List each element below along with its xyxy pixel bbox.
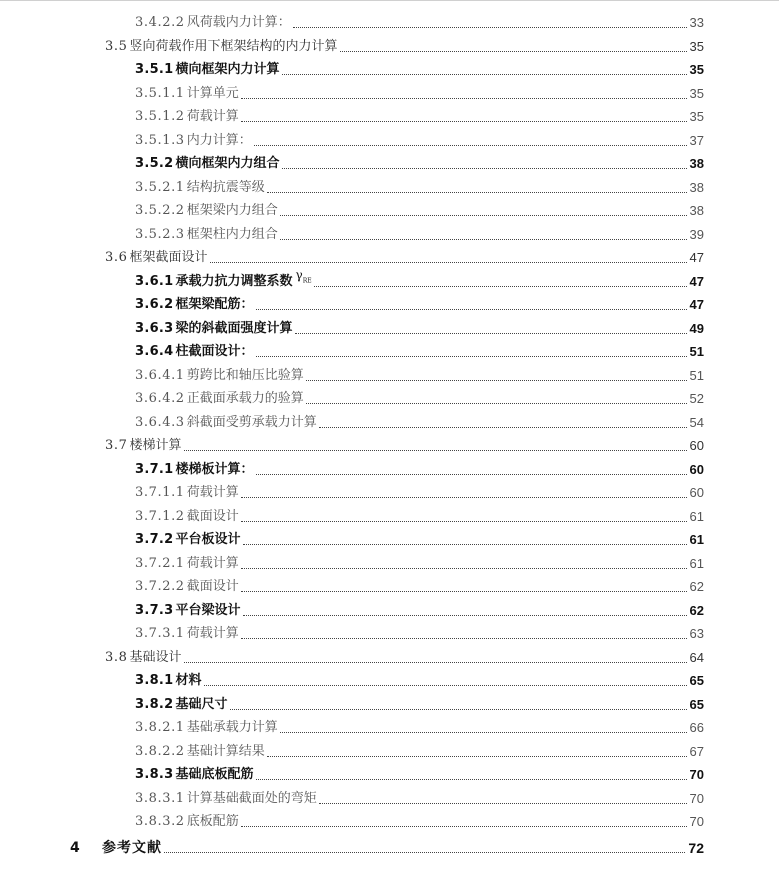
toc-subsection[interactable] bbox=[135, 458, 704, 478]
toc-entry-number: 3.8.3 bbox=[135, 767, 174, 782]
toc-entry-number: 3.6.1 bbox=[135, 273, 174, 289]
toc-entry-number: 3.7 bbox=[105, 438, 128, 453]
toc-subsection[interactable] bbox=[135, 58, 704, 78]
toc-entry-page-number: 35 bbox=[689, 85, 704, 101]
toc-entry-title: 材料 bbox=[175, 673, 202, 688]
toc-entry-title: 基础设计 bbox=[129, 649, 182, 665]
toc-subsection[interactable] bbox=[135, 317, 704, 337]
toc-entry-title: 荷载计算 bbox=[186, 485, 239, 500]
toc-entry-page-number: 39 bbox=[689, 226, 704, 242]
toc-entry-number: 3.7.2 bbox=[135, 532, 174, 547]
dot-leader bbox=[306, 379, 687, 381]
toc-entry-number: 3.5.2.3 bbox=[135, 226, 185, 242]
toc-subsubsection[interactable] bbox=[135, 787, 704, 807]
toc-entry-page-number: 33 bbox=[689, 15, 704, 30]
toc-entry-page-number: 47 bbox=[689, 273, 704, 289]
toc-entry-number: 3.6.4.2 bbox=[135, 391, 185, 406]
toc-entry-page-number: 60 bbox=[689, 461, 704, 477]
toc-entry-page-number: 65 bbox=[689, 696, 704, 712]
toc-subsubsection[interactable] bbox=[135, 223, 704, 243]
dot-leader bbox=[306, 402, 687, 404]
dot-leader bbox=[241, 520, 687, 522]
toc-entry-page-number: 37 bbox=[689, 132, 704, 148]
dot-leader bbox=[243, 614, 687, 616]
toc-entry-title: 斜截面受剪承载力计算 bbox=[186, 414, 317, 430]
dot-leader bbox=[230, 708, 687, 710]
toc-entry-page-number: 49 bbox=[689, 320, 704, 336]
toc-subsubsection[interactable] bbox=[135, 740, 704, 760]
toc-entry-page-number: 35 bbox=[689, 38, 704, 54]
toc-entry-page-number: 35 bbox=[689, 62, 704, 77]
page-top-border bbox=[0, 0, 779, 1]
toc-entry-number: 3.5.2.2 bbox=[135, 203, 185, 218]
toc-entry-page-number: 61 bbox=[689, 555, 704, 571]
toc-entry-number: 3.6.2 bbox=[135, 297, 174, 312]
toc-entry-page-number: 38 bbox=[689, 156, 704, 171]
toc-entry-page-number: 67 bbox=[689, 743, 704, 759]
toc-subsubsection[interactable] bbox=[135, 105, 704, 125]
toc-entry-page-number: 51 bbox=[689, 344, 704, 359]
dot-leader bbox=[256, 355, 687, 357]
dot-leader bbox=[241, 97, 687, 99]
dot-leader bbox=[241, 825, 687, 827]
toc-entry-title: 横向框架内力计算 bbox=[175, 62, 280, 77]
toc-entry-page-number: 63 bbox=[689, 626, 704, 641]
toc-subsubsection[interactable] bbox=[135, 11, 704, 31]
dot-leader bbox=[282, 167, 687, 169]
dot-leader bbox=[293, 26, 687, 28]
toc-subsection[interactable] bbox=[135, 693, 704, 713]
dot-leader bbox=[282, 73, 687, 75]
toc-subsection[interactable] bbox=[135, 599, 704, 619]
toc-entry-number: 3.8.2.1 bbox=[135, 720, 185, 735]
toc-subsubsection[interactable] bbox=[135, 364, 704, 384]
toc-chapter[interactable] bbox=[70, 836, 704, 856]
toc-entry-title: 荷载计算 bbox=[186, 626, 239, 641]
toc-entry-number: 3.8 bbox=[105, 649, 128, 665]
dot-leader bbox=[164, 851, 685, 853]
toc-entry-page-number: 61 bbox=[689, 508, 704, 524]
toc-entry-title: 柱截面设计： bbox=[175, 344, 254, 359]
toc-entry-number: 3.7.1 bbox=[135, 461, 174, 477]
gamma-symbol: γ bbox=[295, 268, 303, 283]
toc-entry-number: 3.5.1.2 bbox=[135, 109, 185, 124]
toc-entry-page-number: 54 bbox=[689, 414, 704, 430]
toc-entry-number: 3.5.2 bbox=[135, 156, 174, 171]
toc-entry-page-number: 60 bbox=[689, 438, 704, 453]
toc-entry-page-number: 70 bbox=[689, 790, 704, 806]
dot-leader bbox=[280, 214, 687, 216]
dot-leader bbox=[280, 731, 687, 733]
dot-leader bbox=[267, 191, 687, 193]
toc-entry-number: 3.6.4 bbox=[135, 344, 174, 359]
toc-entry-page-number: 38 bbox=[689, 203, 704, 218]
toc-entry-number: 3.7.2.2 bbox=[135, 579, 185, 594]
toc-entry-title: 荷载计算 bbox=[186, 555, 239, 571]
toc-subsection[interactable] bbox=[135, 340, 704, 360]
toc-entry-title: 底板配筋 bbox=[186, 814, 239, 829]
toc-subsection[interactable] bbox=[135, 152, 704, 172]
toc-subsubsection[interactable] bbox=[135, 575, 704, 595]
toc-entry-title: 剪跨比和轴压比验算 bbox=[186, 367, 304, 383]
toc-entry-number: 3.6.4.1 bbox=[135, 367, 185, 383]
toc-entry-title: 基础计算结果 bbox=[186, 743, 265, 759]
dot-leader bbox=[314, 285, 687, 287]
toc-section[interactable] bbox=[105, 434, 704, 454]
dot-leader bbox=[210, 261, 687, 263]
toc-subsection[interactable] bbox=[135, 270, 704, 290]
dot-leader bbox=[254, 144, 687, 146]
toc-entry-title: 楼梯计算 bbox=[129, 438, 182, 453]
toc-entry-title: 结构抗震等级 bbox=[186, 179, 265, 195]
toc-subsection[interactable] bbox=[135, 528, 704, 548]
toc-section[interactable] bbox=[105, 646, 704, 666]
toc-entry-page-number: 38 bbox=[689, 179, 704, 195]
toc-entry-title: 截面设计 bbox=[186, 579, 239, 594]
toc-entry-page-number: 47 bbox=[689, 250, 704, 265]
toc-entry-page-number: 35 bbox=[689, 109, 704, 124]
toc-entry-page-number: 70 bbox=[689, 767, 704, 782]
toc-entry-number: 3.6.3 bbox=[135, 320, 174, 336]
toc-entry-number: 3.8.2 bbox=[135, 696, 174, 712]
toc-entry-number: 3.6.4.3 bbox=[135, 414, 185, 430]
toc-entry-title: 基础承载力计算 bbox=[186, 720, 278, 735]
dot-leader bbox=[256, 778, 687, 780]
toc-subsubsection[interactable] bbox=[135, 199, 704, 219]
toc-entry-number: 3.4.2.2 bbox=[135, 15, 185, 30]
toc-section[interactable] bbox=[105, 35, 704, 55]
toc-entry-page-number: 72 bbox=[688, 839, 704, 856]
toc-entry-title: 平台梁设计 bbox=[175, 602, 241, 618]
gamma-re-symbol bbox=[296, 267, 312, 289]
toc-entry-number: 3.5 bbox=[105, 38, 128, 54]
toc-subsubsection[interactable] bbox=[135, 411, 704, 431]
toc-entry-page-number: 60 bbox=[689, 485, 704, 500]
toc-subsubsection[interactable] bbox=[135, 387, 704, 407]
dot-leader bbox=[241, 120, 687, 122]
dot-leader bbox=[319, 802, 687, 804]
toc-subsubsection[interactable] bbox=[135, 481, 704, 501]
dot-leader bbox=[241, 567, 687, 569]
toc-entry-number: 3.8.2.2 bbox=[135, 743, 185, 759]
toc-entry-page-number: 62 bbox=[689, 602, 704, 618]
dot-leader bbox=[204, 684, 687, 686]
toc-entry-title: 平台板设计 bbox=[175, 532, 241, 547]
toc-entry-title: 框架梁内力组合 bbox=[186, 203, 278, 218]
toc-entry-page-number: 62 bbox=[689, 579, 704, 594]
toc-entry-page-number: 65 bbox=[689, 673, 704, 688]
toc-subsection[interactable] bbox=[135, 293, 704, 313]
toc-entry-title: 计算单元 bbox=[186, 85, 239, 101]
gamma-subscript: RE bbox=[302, 277, 312, 285]
toc-entry-number: 4 bbox=[70, 839, 81, 856]
toc-entry-title: 正截面承载力的验算 bbox=[186, 391, 304, 406]
toc-entry-number: 3.7.1.2 bbox=[135, 508, 185, 524]
toc-entry-number: 3.7.2.1 bbox=[135, 555, 185, 571]
toc-entry-page-number: 70 bbox=[689, 814, 704, 829]
toc-subsection[interactable] bbox=[135, 669, 704, 689]
toc-entry-number: 3.7.1.1 bbox=[135, 485, 185, 500]
toc-entry-title: 梁的斜截面强度计算 bbox=[175, 320, 293, 336]
dot-leader bbox=[256, 473, 687, 475]
toc-entry-title: 承载力抗力调整系数 bbox=[175, 273, 293, 289]
toc-entry-number: 3.8.3.2 bbox=[135, 814, 185, 829]
dot-leader bbox=[184, 449, 687, 451]
dot-leader bbox=[295, 332, 687, 334]
toc-entry-page-number: 64 bbox=[689, 649, 704, 665]
toc-entry-number: 3.8.1 bbox=[135, 673, 174, 688]
toc-entry-title: 参考文献 bbox=[102, 839, 162, 856]
toc-subsubsection[interactable] bbox=[135, 552, 704, 572]
toc-entry-title: 楼梯板计算： bbox=[175, 461, 254, 477]
toc-subsection[interactable] bbox=[135, 763, 704, 783]
toc-entry-title: 框架柱内力组合 bbox=[186, 226, 278, 242]
dot-leader bbox=[280, 238, 687, 240]
toc-entry-title: 框架截面设计 bbox=[129, 250, 208, 265]
toc-subsubsection[interactable] bbox=[135, 176, 704, 196]
toc-entry-title: 竖向荷载作用下框架结构的内力计算 bbox=[129, 38, 338, 54]
toc-entry-title: 截面设计 bbox=[186, 508, 239, 524]
toc-subsubsection[interactable] bbox=[135, 129, 704, 149]
toc-entry-page-number: 51 bbox=[689, 367, 704, 383]
toc-subsubsection[interactable] bbox=[135, 810, 704, 830]
toc-entry-number: 3.7.3 bbox=[135, 602, 174, 618]
toc-entry-number: 3.8.3.1 bbox=[135, 790, 185, 806]
toc-subsubsection[interactable] bbox=[135, 505, 704, 525]
toc-entry-page-number: 66 bbox=[689, 720, 704, 735]
toc-entry-number: 3.5.2.1 bbox=[135, 179, 185, 195]
toc-entry-number: 3.7.3.1 bbox=[135, 626, 185, 641]
toc-entry-number: 3.5.1 bbox=[135, 62, 174, 77]
toc-entry-page-number: 52 bbox=[689, 391, 704, 406]
toc-entry-number: 3.6 bbox=[105, 250, 128, 265]
dot-leader bbox=[241, 637, 687, 639]
dot-leader bbox=[340, 50, 687, 52]
toc-entry-page-number: 61 bbox=[689, 532, 704, 547]
toc-subsubsection[interactable] bbox=[135, 716, 704, 736]
dot-leader bbox=[243, 543, 687, 545]
toc-entry-number: 3.5.1.1 bbox=[135, 85, 185, 101]
toc-entry-title: 风荷载内力计算： bbox=[186, 15, 291, 30]
toc-entry-title: 基础底板配筋 bbox=[175, 767, 254, 782]
toc-entry-page-number: 47 bbox=[689, 297, 704, 312]
toc-entry-title: 横向框架内力组合 bbox=[175, 156, 280, 171]
toc-entry-title: 计算基础截面处的弯矩 bbox=[186, 790, 317, 806]
toc-entry-number: 3.5.1.3 bbox=[135, 132, 185, 148]
toc-entry-title: 框架梁配筋： bbox=[175, 297, 254, 312]
dot-leader bbox=[267, 755, 687, 757]
dot-leader bbox=[256, 308, 687, 310]
toc-entry-title: 荷载计算 bbox=[186, 109, 239, 124]
dot-leader bbox=[319, 426, 687, 428]
dot-leader bbox=[241, 590, 687, 592]
toc-entry-title: 内力计算： bbox=[186, 132, 252, 148]
dot-leader bbox=[241, 496, 687, 498]
toc-subsubsection[interactable] bbox=[135, 82, 704, 102]
toc-section[interactable] bbox=[105, 246, 704, 266]
toc-entry-title: 基础尺寸 bbox=[175, 696, 228, 712]
dot-leader bbox=[184, 661, 687, 663]
toc-subsubsection[interactable] bbox=[135, 622, 704, 642]
